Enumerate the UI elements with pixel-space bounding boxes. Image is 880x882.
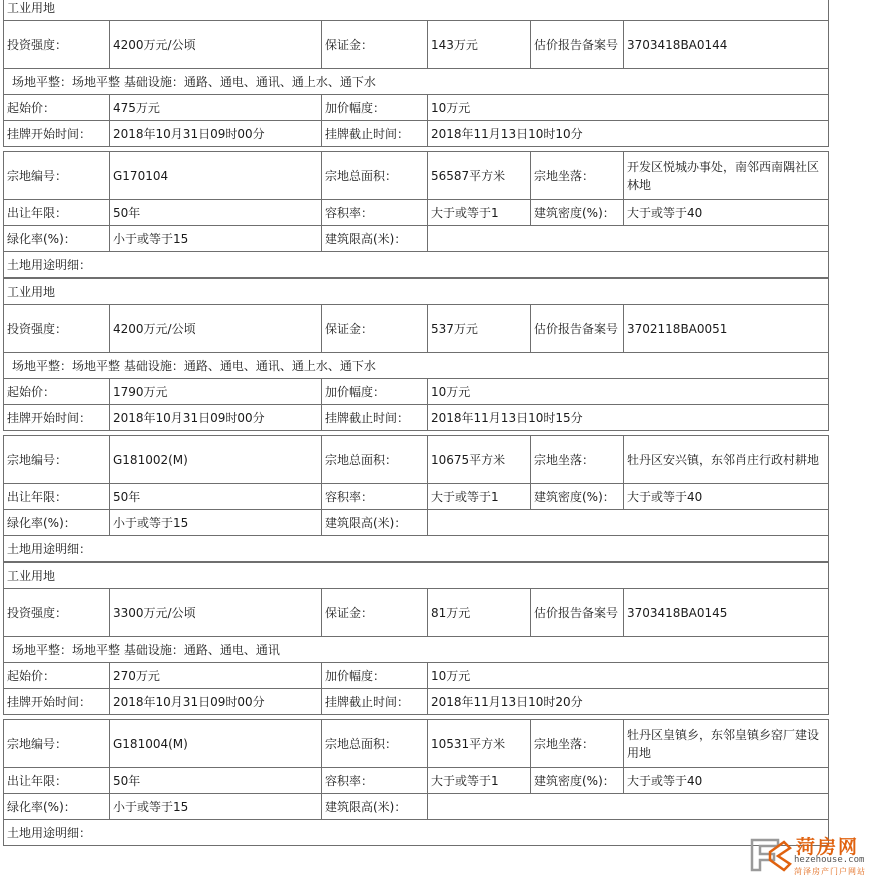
location-value: 开发区悦城办事处，南邻西南隅社区林地 — [624, 152, 829, 200]
parcel-table-3 — [3, 719, 829, 846]
land-use-detail: 土地用途明细： — [4, 536, 829, 562]
report-no-value: 3703418BA0144 — [624, 21, 829, 69]
listing-table-2 — [3, 278, 829, 431]
height-value — [428, 510, 829, 536]
list-start-label: 挂牌开始时间： — [4, 405, 110, 431]
land-use-heading: 工业用地 — [4, 0, 829, 21]
deposit-value: 143万元 — [428, 21, 531, 69]
parcel-no-label: 宗地编号： — [4, 152, 110, 200]
increment-label: 加价幅度： — [322, 379, 428, 405]
far-label: 容积率： — [322, 200, 428, 226]
report-no-value: 3703418BA0145 — [624, 589, 829, 637]
location-label: 宗地坐落： — [531, 436, 624, 484]
area-label: 宗地总面积： — [322, 152, 428, 200]
land-use-heading: 工业用地 — [4, 279, 829, 305]
report-no-label: 估价报告备案号 — [531, 589, 624, 637]
deposit-label: 保证金： — [322, 305, 428, 353]
term-label: 出让年限： — [4, 200, 110, 226]
land-use-heading: 工业用地 — [4, 563, 829, 589]
site-conditions: 场地平整：场地平整 基础设施：通路、通电、通讯 — [4, 637, 829, 663]
height-label: 建筑限高(米)： — [322, 226, 428, 252]
density-value: 大于或等于40 — [624, 200, 829, 226]
height-value — [428, 226, 829, 252]
list-start-value: 2018年10月31日09时00分 — [110, 689, 322, 715]
deposit-value: 537万元 — [428, 305, 531, 353]
house-logo-icon — [748, 834, 792, 874]
area-label: 宗地总面积： — [322, 436, 428, 484]
parcel-table-1 — [3, 151, 829, 278]
report-no-label: 估价报告备案号 — [531, 305, 624, 353]
green-value: 小于或等于15 — [110, 510, 322, 536]
report-no-label: 估价报告备案号 — [531, 21, 624, 69]
site-conditions: 场地平整：场地平整 基础设施：通路、通电、通讯、通上水、通下水 — [4, 69, 829, 95]
term-label: 出让年限： — [4, 484, 110, 510]
start-price-label: 起始价： — [4, 95, 110, 121]
increment-value: 10万元 — [428, 95, 829, 121]
increment-label: 加价幅度： — [322, 95, 428, 121]
start-price-value: 475万元 — [110, 95, 322, 121]
list-end-value: 2018年11月13日10时10分 — [428, 121, 829, 147]
area-value: 10675平方米 — [428, 436, 531, 484]
deposit-label: 保证金： — [322, 21, 428, 69]
far-label: 容积率： — [322, 484, 428, 510]
watermark-url: hezehouse.com — [794, 855, 865, 865]
investment-label: 投资强度： — [4, 305, 110, 353]
list-end-label: 挂牌截止时间： — [322, 405, 428, 431]
density-value: 大于或等于40 — [624, 484, 829, 510]
location-label: 宗地坐落： — [531, 720, 624, 768]
density-value: 大于或等于40 — [624, 768, 829, 794]
parcel-no-label: 宗地编号： — [4, 720, 110, 768]
area-value: 10531平方米 — [428, 720, 531, 768]
location-value: 牡丹区安兴镇，东邻肖庄行政村耕地 — [624, 436, 829, 484]
start-price-label: 起始价： — [4, 379, 110, 405]
land-use-detail: 土地用途明细： — [4, 252, 829, 278]
investment-value: 4200万元/公顷 — [110, 305, 322, 353]
far-label: 容积率： — [322, 768, 428, 794]
listing-table-1 — [3, 0, 829, 147]
hezehouse-watermark-logo — [748, 832, 876, 878]
start-price-value: 1790万元 — [110, 379, 322, 405]
height-label: 建筑限高(米)： — [322, 794, 428, 820]
green-value: 小于或等于15 — [110, 794, 322, 820]
area-value: 56587平方米 — [428, 152, 531, 200]
term-value: 50年 — [110, 484, 322, 510]
list-end-value: 2018年11月13日10时20分 — [428, 689, 829, 715]
investment-label: 投资强度： — [4, 21, 110, 69]
site-conditions: 场地平整：场地平整 基础设施：通路、通电、通讯、通上水、通下水 — [4, 353, 829, 379]
start-price-label: 起始价： — [4, 663, 110, 689]
term-label: 出让年限： — [4, 768, 110, 794]
location-label: 宗地坐落： — [531, 152, 624, 200]
investment-value: 4200万元/公顷 — [110, 21, 322, 69]
deposit-label: 保证金： — [322, 589, 428, 637]
parcel-no-label: 宗地编号： — [4, 436, 110, 484]
investment-label: 投资强度： — [4, 589, 110, 637]
report-no-value: 3702118BA0051 — [624, 305, 829, 353]
far-value: 大于或等于1 — [428, 768, 531, 794]
height-label: 建筑限高(米)： — [322, 510, 428, 536]
increment-value: 10万元 — [428, 663, 829, 689]
listing-table-3 — [3, 562, 829, 715]
land-use-detail: 土地用途明细： — [4, 820, 829, 846]
investment-value: 3300万元/公顷 — [110, 589, 322, 637]
area-label: 宗地总面积： — [322, 720, 428, 768]
list-end-label: 挂牌截止时间： — [322, 121, 428, 147]
location-value: 牡丹区皇镇乡，东邻皇镇乡窑厂建设用地 — [624, 720, 829, 768]
increment-label: 加价幅度： — [322, 663, 428, 689]
parcel-no-value: G181004(M) — [110, 720, 322, 768]
list-end-value: 2018年11月13日10时15分 — [428, 405, 829, 431]
parcel-table-2 — [3, 435, 829, 562]
far-value: 大于或等于1 — [428, 200, 531, 226]
parcel-no-value: G170104 — [110, 152, 322, 200]
green-label: 绿化率(%)： — [4, 794, 110, 820]
land-listing-sheet — [3, 0, 828, 846]
watermark-tagline: 菏泽房产门户网站 — [794, 867, 866, 876]
list-start-label: 挂牌开始时间： — [4, 689, 110, 715]
far-value: 大于或等于1 — [428, 484, 531, 510]
green-label: 绿化率(%)： — [4, 510, 110, 536]
term-value: 50年 — [110, 200, 322, 226]
list-start-value: 2018年10月31日09时00分 — [110, 405, 322, 431]
term-value: 50年 — [110, 768, 322, 794]
list-start-value: 2018年10月31日09时00分 — [110, 121, 322, 147]
list-start-label: 挂牌开始时间： — [4, 121, 110, 147]
deposit-value: 81万元 — [428, 589, 531, 637]
start-price-value: 270万元 — [110, 663, 322, 689]
density-label: 建筑密度(%)： — [531, 484, 624, 510]
density-label: 建筑密度(%)： — [531, 200, 624, 226]
green-value: 小于或等于15 — [110, 226, 322, 252]
increment-value: 10万元 — [428, 379, 829, 405]
watermark-name: 菏房网 — [796, 836, 860, 858]
green-label: 绿化率(%)： — [4, 226, 110, 252]
height-value — [428, 794, 829, 820]
density-label: 建筑密度(%)： — [531, 768, 624, 794]
parcel-no-value: G181002(M) — [110, 436, 322, 484]
list-end-label: 挂牌截止时间： — [322, 689, 428, 715]
